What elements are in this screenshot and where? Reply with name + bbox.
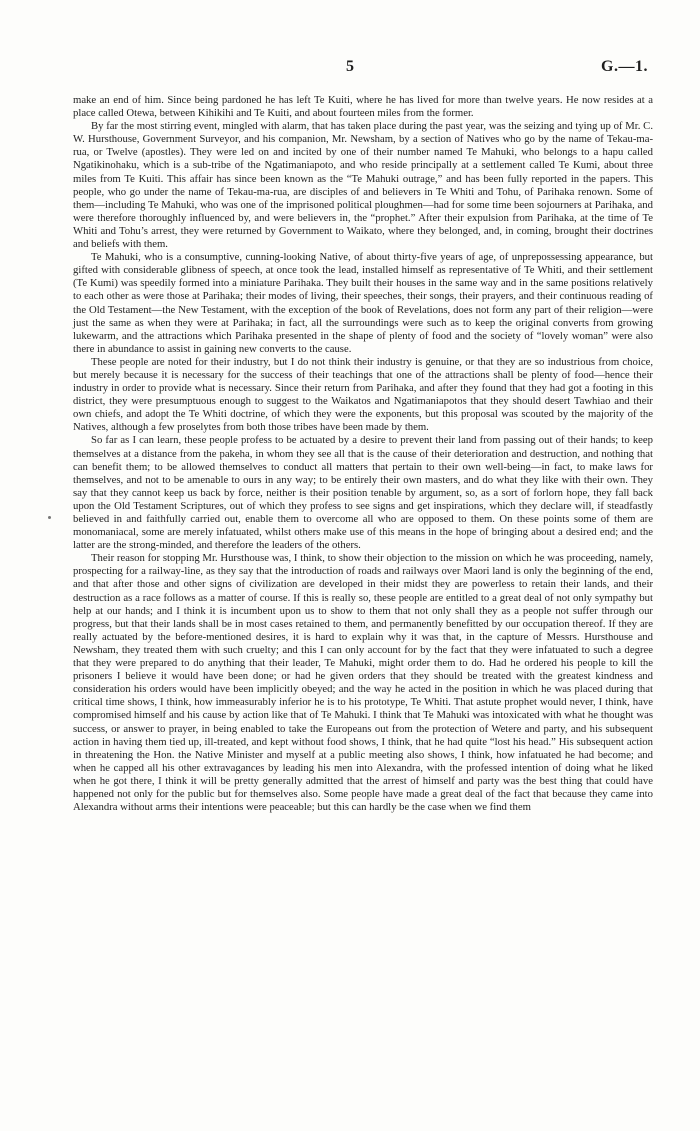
paragraph-1: make an end of him. Since being pardoned he has left Te Kuiti, where he has lived for more than twelve years. He now resides at a place called Otewa, between Kihikihi and Te Kuiti, and about fourteen miles from the former. <box>73 94 653 120</box>
document-reference: G.—1. <box>601 58 648 75</box>
body-text <box>73 94 653 814</box>
paragraph-3: Te Mahuki, who is a consumptive, cunning-looking Native, of about thirty-five years of age, of unprepossessing appearance, but gifted with considerable glibness of speech, at once took the lead, installed himself as representative of Te Whiti, and their settlement (Te Kumi) was speedily formed into a miniature Parihaka. They built their houses in the same way and in the same positions relatively to each other as were those at Parihaka; their modes of living, their speeches, their songs, their prayers, and their continuous reading of the Old Testament—the New Testament, with the exception of the book of Revelations, does not form any part of their religion—were just the same as when they were at Parihaka; in fact, all the surroundings were such as to keep the original converts from growing lukewarm, and the attractions which Parihaka presented in the shape of plenty of food and the society of “lovely woman” were also there in abundance to assist in gaining new converts to the cause. <box>73 251 653 355</box>
margin-mark <box>48 516 51 519</box>
paragraph-5: So far as I can learn, these people profess to be actuated by a desire to prevent their land from passing out of their hands; to keep themselves at a distance from the pakeha, in whom they see all that is the cause of their deterioration and destruction, and nothing that can benefit them; to be allowed themselves to conduct all matters that pertain to their own well-being—in fact, to make laws for themselves, and not to be amenable to ours in any way; to be entirely their own masters, and do what they like with their own. They say that they cannot keep us back by force, neither is their position tenable by argument, so, as a sort of forlorn hope, they fall back upon the Old Testament Scriptures, out of which they profess to see signs and get inspirations, which they declare will, if steadfastly believed in and faithfully carried out, enable them to overcome all who are opposed to them. On these points some of them are monomaniacal, some are merely infatuated, whilst others make use of this means in the hope of bringing about a desired end; and the latter are the strong-minded, and therefore the leaders of the others. <box>73 434 653 552</box>
paragraph-6: Their reason for stopping Mr. Hursthouse was, I think, to show their objection to the mission on which he was proceeding, namely, prospecting for a railway-line, as they say that the introduction of roads and railways over Maori land is only the beginning of the end, and that after those and other signs of civilization are developed in their midst they are powerless to retain their lands, and their destruction as a race follows as a matter of course. If this is really so, these people are entitled to a great deal of not only sympathy but help at our hands; and I think it is incumbent upon us to show to them that not only shall they as a people not suffer through our progress, but that their lands shall be in most cases retained to them, and permanently benefitted by our occupation thereof. If they are really actuated by the before-mentioned desires, it is hard to explain why it was that, in the capture of Messrs. Hursthouse and Newsham, they treated them with such cruelty; and this I can only account for by the fact that they were infatuated to such a degree that they were prepared to do anything that their leader, Te Mahuki, might order them to do. Had he ordered his people to kill the prisoners I believe it would have been done; or had he given orders that they should be treated with the greatest kindness and consideration his orders would have been implicitly obeyed; and the way he acted in the position in which he was placed during that critical time shows, I think, how immeasurably inferior he is to his prototype, Te Whiti. That astute prophet would never, I think, have compromised himself and his cause by action like that of Te Mahuki. I think that Te Mahuki was intoxicated with what he thought was success, or answer to prayer, in being enabled to take the Europeans out from the protection of Wetere and party, and his subsequent action in having them tied up, ill-treated, and kept without food shows, I think, that he had quite “lost his head.” His subsequent action in threatening the Hon. the Native Minister and myself at a public meeting also shows, I think, how infatuated he had become; and when he capped all his other extravagances by leading his men into Alexandra, with the professed intention of doing what he liked when he got there, I think it will be pretty generally admitted that the arrest of himself and party was the best thing that could have happened not only for the public but for themselves also. Some people have made a great deal of the fact that because they came into Alexandra without arms their intentions were peaceable; but this can hardly be the case when we find them <box>73 552 653 814</box>
paragraph-4: These people are noted for their industry, but I do not think their industry is genuine, or that they are so industrious from choice, but merely because it is necessary for the success of their teachings that one of the attractions shall be plenty of food—hence their industry in order to provide what is necessary. Since their return from Parihaka, and after they found that they had got a footing in this district, they were presumptuous enough to suggest to the Waikatos and Ngatimaniapotos that they should desert Tawhiao and their own chiefs, and adopt the Te Whiti doctrine, of which they were the exponents, but this proposal was scouted by the majority of the Natives, although a few proselytes from both those tribes have been made by them. <box>73 355 653 434</box>
paragraph-2: By far the most stirring event, mingled with alarm, that has taken place during the past year, was the seizing and tying up of Mr. C. W. Hursthouse, Government Surveyor, and his companion, Mr. Newsham, by a section of Natives who go by the name of Tekau-ma-rua, or Twelve (apostles). They were led on and incited by one of their number named Te Mahuki, who belongs to a hapu called Ngatikinohaku, which is a sub-tribe of the Ngatimaniapoto, and who reside principally at a settlement called Te Kumi, about three miles from Te Kuiti. This affair has since been known as the “Te Mahuki outrage,” and has been fully reported in the papers. This people, who go under the name of Tekau-ma-rua, are disciples of and believers in Te Whiti and Tohu, of Parihaka renown. Some of them—including Te Mahuki, who was one of the imprisoned political ploughmen—had for some time been sojourners at Parihaka, and were therefore thoroughly influenced by, and were believers in, the “prophet.” After their expulsion from Parihaka, at the time of Te Whiti and Tohu’s arrest, they were returned by Government to Waikato, where they belonged, and, in coming, brought their doctrines and beliefs with them. <box>73 120 653 251</box>
page-number: 5 <box>346 58 354 75</box>
